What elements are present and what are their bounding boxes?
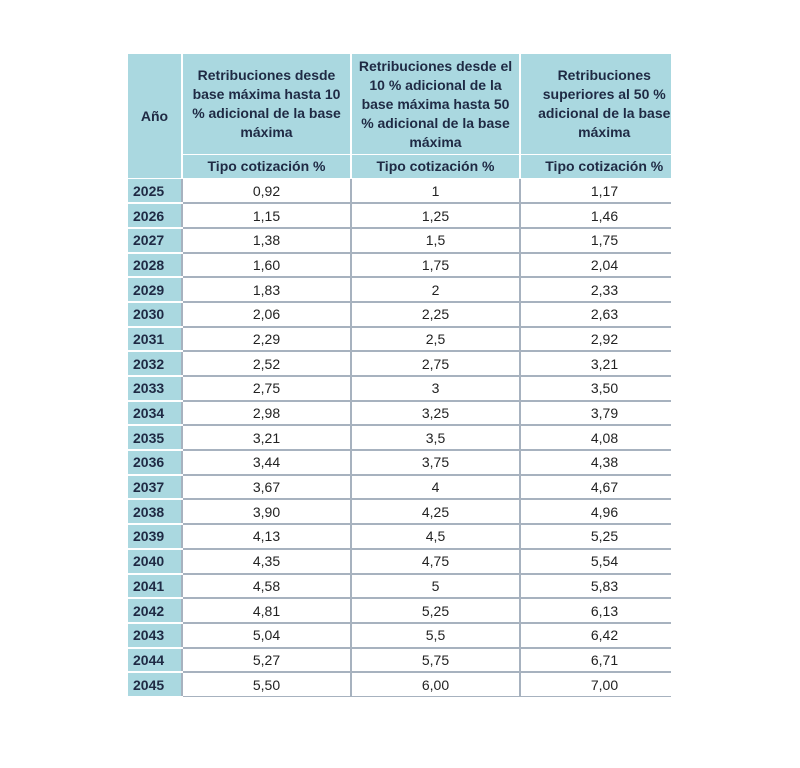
table-row	[128, 648, 671, 673]
tier-2-rate-cell: 2,5	[351, 327, 520, 352]
table-row	[128, 253, 671, 278]
tier-2-rate-cell: 4,5	[351, 524, 520, 549]
year-cell: 2034	[128, 401, 182, 426]
table-row	[128, 203, 671, 228]
tier-3-rate-cell: 7,00	[520, 672, 671, 697]
year-cell: 2037	[128, 475, 182, 500]
year-cell: 2033	[128, 376, 182, 401]
year-cell: 2031	[128, 327, 182, 352]
table-row	[128, 549, 671, 574]
table-row	[128, 401, 671, 426]
year-cell: 2044	[128, 648, 182, 673]
tier-3-rate-cell: 6,42	[520, 623, 671, 648]
tier-1-rate-cell: 1,60	[182, 253, 351, 278]
tier-1-rate-cell: 4,35	[182, 549, 351, 574]
table-row	[128, 376, 671, 401]
tier-2-rate-cell: 1,75	[351, 253, 520, 278]
tier-3-rate-cell: 2,04	[520, 253, 671, 278]
tier-3-rate-cell: 3,21	[520, 351, 671, 376]
tier-2-rate-cell: 6,00	[351, 672, 520, 697]
table-row	[128, 598, 671, 623]
tier-1-rate-cell: 2,06	[182, 302, 351, 327]
tier-2-rate-cell: 1,25	[351, 203, 520, 228]
table-row	[128, 179, 671, 204]
table-container	[128, 53, 671, 697]
table-row	[128, 351, 671, 376]
tier-3-rate-cell: 4,96	[520, 499, 671, 524]
tier-3-rate-cell: 2,33	[520, 277, 671, 302]
tier-2-rate-cell: 4,25	[351, 499, 520, 524]
subheader-tier-1: Tipo cotización %	[182, 155, 351, 179]
tier-3-rate-cell: 1,17	[520, 179, 671, 204]
tier-2-rate-cell: 3,75	[351, 450, 520, 475]
column-header-tier-2: Retribuciones desde el 10 % adicional de la base máxima hasta 50 % adicional de la base máxima	[351, 54, 520, 155]
tier-1-rate-cell: 4,81	[182, 598, 351, 623]
tier-2-rate-cell: 4	[351, 475, 520, 500]
year-cell: 2030	[128, 302, 182, 327]
tier-1-rate-cell: 3,44	[182, 450, 351, 475]
tier-1-rate-cell: 2,98	[182, 401, 351, 426]
tier-3-rate-cell: 6,71	[520, 648, 671, 673]
tier-2-rate-cell: 3	[351, 376, 520, 401]
tier-2-rate-cell: 2	[351, 277, 520, 302]
tier-1-rate-cell: 2,75	[182, 376, 351, 401]
tier-1-rate-cell: 1,15	[182, 203, 351, 228]
tier-1-rate-cell: 0,92	[182, 179, 351, 204]
year-cell: 2025	[128, 179, 182, 204]
year-cell: 2042	[128, 598, 182, 623]
table-row	[128, 524, 671, 549]
table-row	[128, 450, 671, 475]
year-cell: 2026	[128, 203, 182, 228]
tier-2-rate-cell: 5,75	[351, 648, 520, 673]
tier-1-rate-cell: 5,27	[182, 648, 351, 673]
contribution-rate-table	[128, 53, 671, 697]
tier-2-rate-cell: 5	[351, 574, 520, 599]
tier-3-rate-cell: 3,50	[520, 376, 671, 401]
tier-3-rate-cell: 4,38	[520, 450, 671, 475]
year-cell: 2039	[128, 524, 182, 549]
tier-1-rate-cell: 5,04	[182, 623, 351, 648]
header-row	[128, 54, 671, 155]
tier-3-rate-cell: 5,25	[520, 524, 671, 549]
subheader-tier-2: Tipo cotización %	[351, 155, 520, 179]
tier-1-rate-cell: 5,50	[182, 672, 351, 697]
tier-3-rate-cell: 5,83	[520, 574, 671, 599]
tier-1-rate-cell: 2,52	[182, 351, 351, 376]
table-row	[128, 672, 671, 697]
table-row	[128, 302, 671, 327]
tier-2-rate-cell: 1,5	[351, 228, 520, 253]
year-cell: 2040	[128, 549, 182, 574]
year-cell: 2036	[128, 450, 182, 475]
table-row	[128, 327, 671, 352]
tier-3-rate-cell: 2,92	[520, 327, 671, 352]
year-cell: 2028	[128, 253, 182, 278]
year-cell: 2029	[128, 277, 182, 302]
tier-2-rate-cell: 2,75	[351, 351, 520, 376]
tier-3-rate-cell: 1,75	[520, 228, 671, 253]
tier-1-rate-cell: 4,13	[182, 524, 351, 549]
tier-2-rate-cell: 2,25	[351, 302, 520, 327]
table-row	[128, 277, 671, 302]
table-header	[128, 54, 671, 179]
year-cell: 2045	[128, 672, 182, 697]
year-cell: 2043	[128, 623, 182, 648]
table-row	[128, 499, 671, 524]
table-row	[128, 623, 671, 648]
table-row	[128, 228, 671, 253]
tier-1-rate-cell: 1,38	[182, 228, 351, 253]
tier-3-rate-cell: 6,13	[520, 598, 671, 623]
tier-1-rate-cell: 2,29	[182, 327, 351, 352]
year-cell: 2041	[128, 574, 182, 599]
tier-3-rate-cell: 4,08	[520, 425, 671, 450]
year-cell: 2035	[128, 425, 182, 450]
column-header-tier-1: Retribuciones desde base máxima hasta 10 % adicional de la base máxima	[182, 54, 351, 155]
table-row	[128, 574, 671, 599]
subheader-tier-3: Tipo cotización %	[520, 155, 671, 179]
tier-2-rate-cell: 1	[351, 179, 520, 204]
tier-3-rate-cell: 4,67	[520, 475, 671, 500]
column-header-tier-3: Retribuciones superiores al 50 % adicional de la base máxima	[520, 54, 671, 155]
year-cell: 2032	[128, 351, 182, 376]
year-cell: 2027	[128, 228, 182, 253]
tier-3-rate-cell: 3,79	[520, 401, 671, 426]
tier-2-rate-cell: 3,25	[351, 401, 520, 426]
tier-3-rate-cell: 5,54	[520, 549, 671, 574]
tier-3-rate-cell: 1,46	[520, 203, 671, 228]
subheader-row	[128, 155, 671, 179]
tier-1-rate-cell: 3,21	[182, 425, 351, 450]
tier-1-rate-cell: 1,83	[182, 277, 351, 302]
tier-2-rate-cell: 3,5	[351, 425, 520, 450]
tier-3-rate-cell: 2,63	[520, 302, 671, 327]
tier-2-rate-cell: 4,75	[351, 549, 520, 574]
tier-1-rate-cell: 3,90	[182, 499, 351, 524]
year-cell: 2038	[128, 499, 182, 524]
tier-1-rate-cell: 3,67	[182, 475, 351, 500]
table-row	[128, 425, 671, 450]
tier-2-rate-cell: 5,5	[351, 623, 520, 648]
table-row	[128, 475, 671, 500]
tier-2-rate-cell: 5,25	[351, 598, 520, 623]
table-body	[128, 179, 671, 697]
tier-1-rate-cell: 4,58	[182, 574, 351, 599]
year-column-header: Año	[128, 54, 182, 179]
